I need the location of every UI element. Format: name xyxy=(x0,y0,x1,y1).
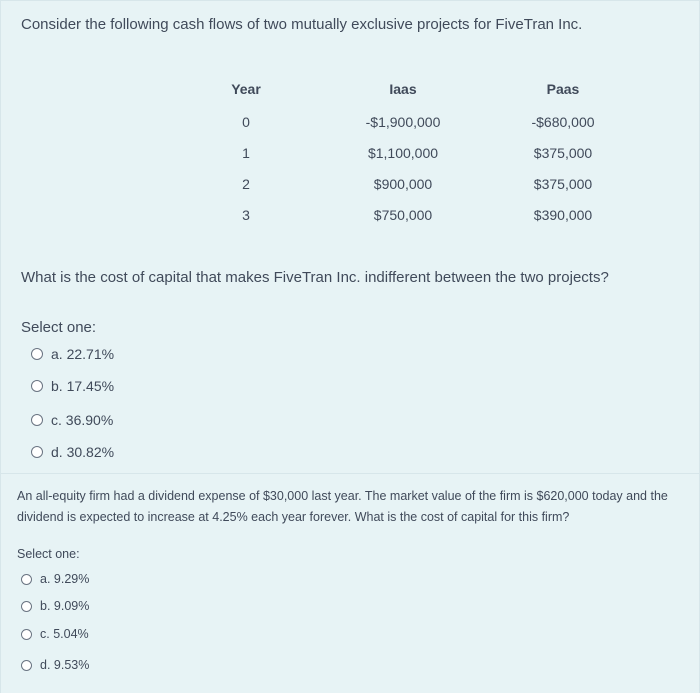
table-header-paas: Paas xyxy=(546,81,580,97)
table-cell-year: 1 xyxy=(242,145,250,161)
answer-option-label: b. 17.45% xyxy=(51,378,115,394)
table-cell-iaas: $900,000 xyxy=(373,176,433,192)
radio-button[interactable] xyxy=(31,380,43,392)
radio-button[interactable] xyxy=(31,348,43,360)
answer-option-label: b. 9.09% xyxy=(40,599,90,613)
answer-option-b[interactable] xyxy=(31,378,114,394)
select-one-label: Select one: xyxy=(21,319,97,336)
answer-option-label: d. 30.82% xyxy=(51,444,115,460)
answer-option-d[interactable] xyxy=(21,658,89,672)
question-2-panel xyxy=(0,474,700,693)
table-cell-iaas: -$1,900,000 xyxy=(365,114,441,130)
answer-option-label: d. 9.53% xyxy=(40,658,90,672)
answer-option-a[interactable] xyxy=(31,346,114,362)
radio-button[interactable] xyxy=(21,660,32,671)
question-1-intro: Consider the following cash flows of two mutually exclusive projects for FiveTran Inc. xyxy=(21,16,583,33)
radio-button[interactable] xyxy=(31,446,43,458)
answer-option-a[interactable] xyxy=(21,572,89,586)
select-one-label: Select one: xyxy=(17,547,80,561)
table-header-year: Year xyxy=(231,81,261,97)
question-2-text: An all-equity firm had a dividend expense of $30,000 last year. The market value of the firm is $620,000 today and the dividend is expected to increase at 4.25% each year forever. What is the cost of capital for this firm? xyxy=(17,489,668,524)
answer-option-label: a. 9.29% xyxy=(40,572,90,586)
answer-option-label: c. 36.90% xyxy=(51,412,114,428)
answer-option-label: c. 5.04% xyxy=(40,627,89,641)
radio-button[interactable] xyxy=(21,574,32,585)
table-cell-paas: $375,000 xyxy=(533,176,593,192)
table-cell-year: 2 xyxy=(242,176,250,192)
table-cell-year: 0 xyxy=(242,114,250,130)
table-cell-iaas: $1,100,000 xyxy=(367,145,439,161)
answer-option-d[interactable] xyxy=(31,444,114,460)
answer-option-b[interactable] xyxy=(21,599,89,613)
answer-option-c[interactable] xyxy=(21,627,89,641)
table-cell-paas: -$680,000 xyxy=(531,114,595,130)
table-cell-year: 3 xyxy=(242,207,250,223)
radio-button[interactable] xyxy=(21,601,32,612)
table-header-iaas: Iaas xyxy=(389,81,417,97)
question-1-prompt: What is the cost of capital that makes FiveTran Inc. indifferent between the two projects? xyxy=(21,269,609,286)
answer-option-c[interactable] xyxy=(31,412,113,428)
table-cell-paas: $390,000 xyxy=(533,207,593,223)
table-cell-paas: $375,000 xyxy=(533,145,593,161)
radio-button[interactable] xyxy=(31,414,43,426)
radio-button[interactable] xyxy=(21,629,32,640)
answer-option-label: a. 22.71% xyxy=(51,346,115,362)
table-cell-iaas: $750,000 xyxy=(373,207,433,223)
